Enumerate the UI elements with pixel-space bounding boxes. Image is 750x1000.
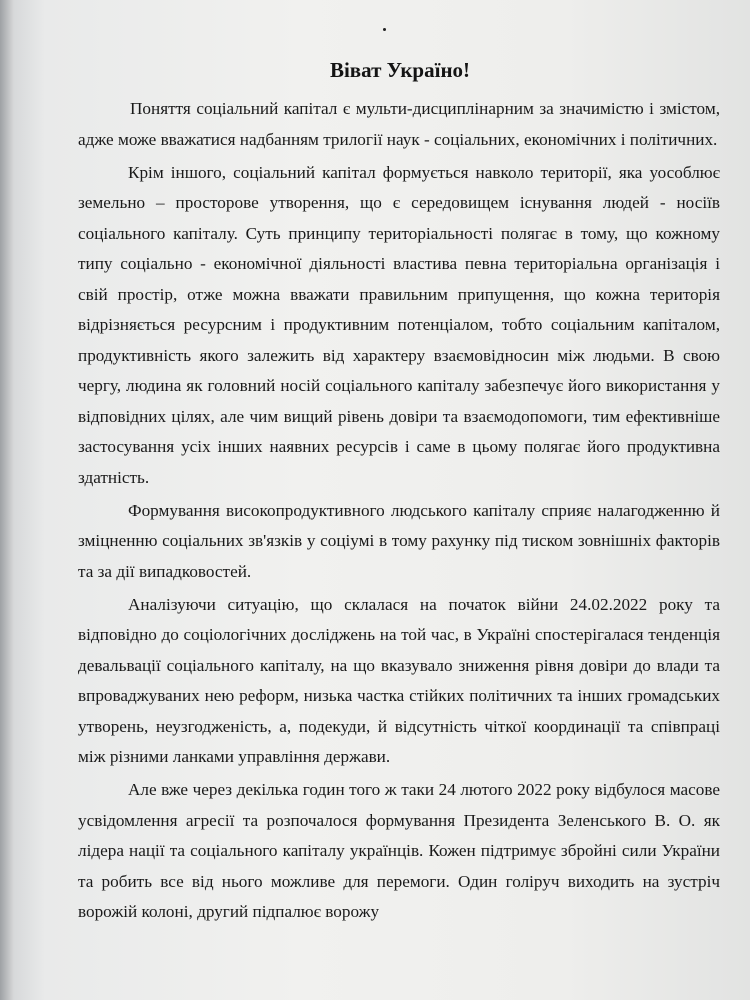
punch-dot	[383, 28, 386, 31]
paragraph-2: Крім іншого, соціальний капітал формується навколо території, яка уособлює земельно – просторове утворення, що є середовищем існування людей - носіїв соціального капіталу. Суть принципу територіальності полягає в тому, що кожному типу соціально - економічної діяльності властива певна територіальна організація і свій простір, отже можна вважати правильним припущення, що кожна територія відрізняється ресурсним і продуктивним потенціалом, тобто соціальним капіталом, продуктивність якого залежить від характеру взаємовідносин між людьми. В свою чергу, людина як головний носій соціального капіталу забезпечує його використання у відповідних цілях, але чим вищий рівень довіри та взаємодопомоги, тим ефективніше застосування усіх інших наявних ресурсів і саме в цьому полягає його продуктивна здатність.	[78, 162, 720, 487]
page-edge-shadow	[0, 0, 14, 1000]
paragraph-5: Але вже через декілька годин того ж таки 24 лютого 2022 року відбулося масове усвідомлення агресії та розпочалося формування Президента Зеленського В. О. як лідера нації та соціального капіталу українців. Кожен підтримує збройні сили України та робить все від нього можливе для перемоги. Один голіруч виходить на зустріч ворожій колоні, другий підпалює ворожу	[78, 780, 720, 921]
paragraph-4: Аналізуючи ситуацію, що склалася на початок війни 24.02.2022 року та відповідно до соціологічних досліджень на той час, в Україні спостерігалася тенденція девальвації соціального капіталу, на що вказувало зниження рівня довіри до влади та впроваджуваних нею реформ, низька частка стійких політичних та інших громадських утворень, неузгодженість, а, подекуди, й відсутність чіткої координації та співпраці між різними ланками управління держави.	[78, 594, 720, 766]
body-text	[78, 94, 720, 930]
paragraph-1: Поняття соціальний капітал є мульти-дисциплінарним за значимістю і змістом, адже може вважатися надбанням трилогії наук - соціальних, економічних і політичних.	[78, 99, 720, 149]
paragraph-3: Формування високопродуктивного людського капіталу сприяє налагодженню й зміцненню соціальних зв'язків у соціумі в тому рахунку під тиском зовнішніх факторів та за дії випадковостей.	[78, 500, 720, 581]
page-title: Віват Україно!	[329, 58, 471, 82]
